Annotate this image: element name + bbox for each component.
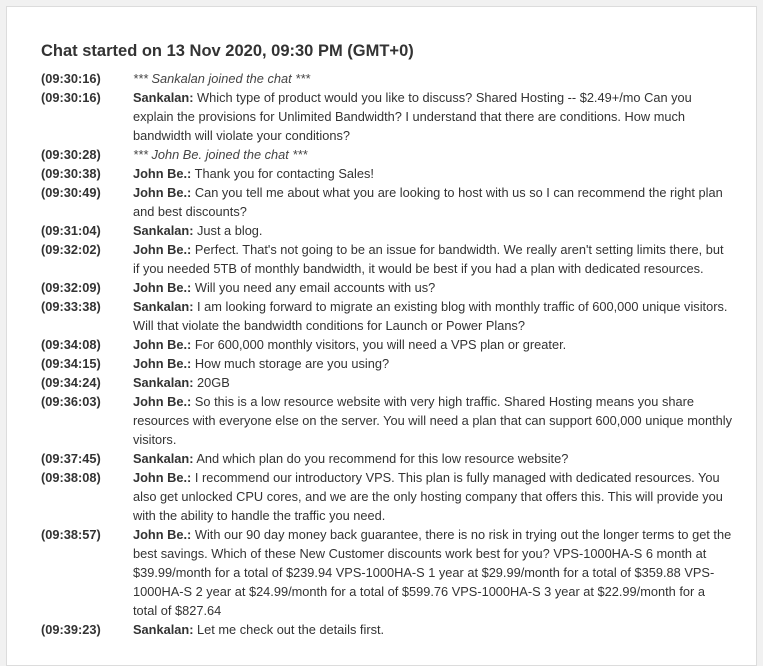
chat-message <box>41 221 736 240</box>
message-timestamp: (09:34:15) <box>41 356 101 371</box>
chat-message <box>41 164 736 183</box>
message-timestamp: (09:30:38) <box>41 166 101 181</box>
message-text: Will you need any email accounts with us? <box>194 280 436 295</box>
message-sender: Sankalan: <box>133 375 194 390</box>
message-text: Perfect. That's not going to be an issue for bandwidth. We really aren't setting limits there, but if you needed 5TB of monthly bandwidth, it would be best if you had a plan with dedicated resources. <box>133 242 724 276</box>
message-sender: John Be.: <box>133 337 192 352</box>
message-text: 20GB <box>197 375 230 390</box>
message-text: How much storage are you using? <box>194 356 390 371</box>
message-body <box>133 183 736 221</box>
message-sender: Sankalan: <box>133 451 194 466</box>
chat-message <box>41 392 736 449</box>
chat-message <box>41 468 736 525</box>
chat-message <box>41 297 736 335</box>
message-timestamp: (09:33:38) <box>41 299 101 314</box>
message-body <box>133 145 736 164</box>
message-timestamp: (09:38:08) <box>41 470 101 485</box>
message-sender: Sankalan: <box>133 90 194 105</box>
message-text: And which plan do you recommend for this low resource website? <box>196 451 569 466</box>
message-sender: John Be.: <box>133 280 192 295</box>
message-timestamp: (09:37:45) <box>41 451 101 466</box>
message-sender: John Be.: <box>133 527 192 542</box>
message-text: I am looking forward to migrate an existing blog with monthly traffic of 600,000 unique visitors. Will that violate the bandwidth conditions for Launch or Power Plans? <box>133 299 728 333</box>
message-text: Thank you for contacting Sales! <box>194 166 374 181</box>
message-sender: John Be.: <box>133 470 192 485</box>
message-text: With our 90 day money back guarantee, there is no risk in trying out the longer terms to get the best savings. Which of these New Customer discounts work best for you? VPS-1000HA-S 6 month at $39.99/month for a total of $239.94 VPS-1000HA-S 1 year at $29.99/month for a total of $359.88 VPS-1000HA-S 2 year at $24.99/month for a total of $599.76 VPS-1000HA-S 3 year at $22.99/month for a total of $827.64 <box>133 527 732 618</box>
chat-message <box>41 354 736 373</box>
message-body <box>133 221 736 240</box>
chat-message <box>41 183 736 221</box>
message-text: I recommend our introductory VPS. This plan is fully managed with dedicated resources. You also get unlocked CPU cores, and we are the only hosting company that offers this. This will provide you with the ability to handle the traffic you need. <box>133 470 723 523</box>
message-body <box>133 297 736 335</box>
message-timestamp: (09:30:16) <box>41 71 101 86</box>
message-timestamp: (09:39:23) <box>41 622 101 637</box>
chat-message <box>41 373 736 392</box>
message-body <box>133 88 736 145</box>
chat-started-header: Chat started on 13 Nov 2020, 09:30 PM (GMT+0) <box>41 42 414 60</box>
message-timestamp: (09:32:02) <box>41 242 101 257</box>
message-text: For 600,000 monthly visitors, you will need a VPS plan or greater. <box>194 337 567 352</box>
message-sender: Sankalan: <box>133 223 194 238</box>
message-sender: Sankalan: <box>133 299 194 314</box>
message-body <box>133 69 736 88</box>
chat-message <box>41 449 736 468</box>
message-body <box>133 525 736 620</box>
message-body <box>133 335 736 354</box>
message-timestamp: (09:30:28) <box>41 147 101 162</box>
message-sender: John Be.: <box>133 356 192 371</box>
message-text: Let me check out the details first. <box>197 622 385 637</box>
system-message <box>41 69 736 88</box>
system-message <box>41 145 736 164</box>
message-sender: John Be.: <box>133 242 192 257</box>
message-timestamp: (09:38:57) <box>41 527 101 542</box>
chat-message <box>41 620 736 639</box>
message-timestamp: (09:30:16) <box>41 90 101 105</box>
message-body <box>133 240 736 278</box>
message-body <box>133 468 736 525</box>
message-text: Just a blog. <box>197 223 263 238</box>
chat-message <box>41 88 736 145</box>
chat-transcript-panel <box>6 6 757 666</box>
message-timestamp: (09:36:03) <box>41 394 101 409</box>
message-timestamp: (09:30:49) <box>41 185 101 200</box>
message-list <box>41 69 736 639</box>
message-sender: John Be.: <box>133 394 192 409</box>
message-body <box>133 392 736 449</box>
message-body <box>133 449 736 468</box>
message-body <box>133 373 736 392</box>
message-text: So this is a low resource website with very high traffic. Shared Hosting means you share resources with everyone else on the server. You will need a plan that can support 600,000 unique monthly visitors. <box>133 394 732 447</box>
chat-message <box>41 278 736 297</box>
message-body <box>133 278 736 297</box>
message-body <box>133 164 736 183</box>
message-timestamp: (09:34:24) <box>41 375 101 390</box>
message-text: Can you tell me about what you are looking to host with us so I can recommend the right plan and best discounts? <box>133 185 723 219</box>
message-timestamp: (09:31:04) <box>41 223 101 238</box>
message-sender: John Be.: <box>133 166 192 181</box>
chat-message <box>41 240 736 278</box>
message-body <box>133 620 736 639</box>
message-timestamp: (09:34:08) <box>41 337 101 352</box>
message-timestamp: (09:32:09) <box>41 280 101 295</box>
message-text: Which type of product would you like to discuss? Shared Hosting -- $2.49+/mo Can you explain the provisions for Unlimited Bandwidth? I understand that there are conditions. How much bandwidth will violate your conditions? <box>133 90 692 143</box>
message-text: *** Sankalan joined the chat *** <box>133 71 311 86</box>
chat-message <box>41 525 736 620</box>
message-text: *** John Be. joined the chat *** <box>133 147 308 162</box>
message-sender: John Be.: <box>133 185 192 200</box>
chat-message <box>41 335 736 354</box>
message-body <box>133 354 736 373</box>
message-sender: Sankalan: <box>133 622 194 637</box>
